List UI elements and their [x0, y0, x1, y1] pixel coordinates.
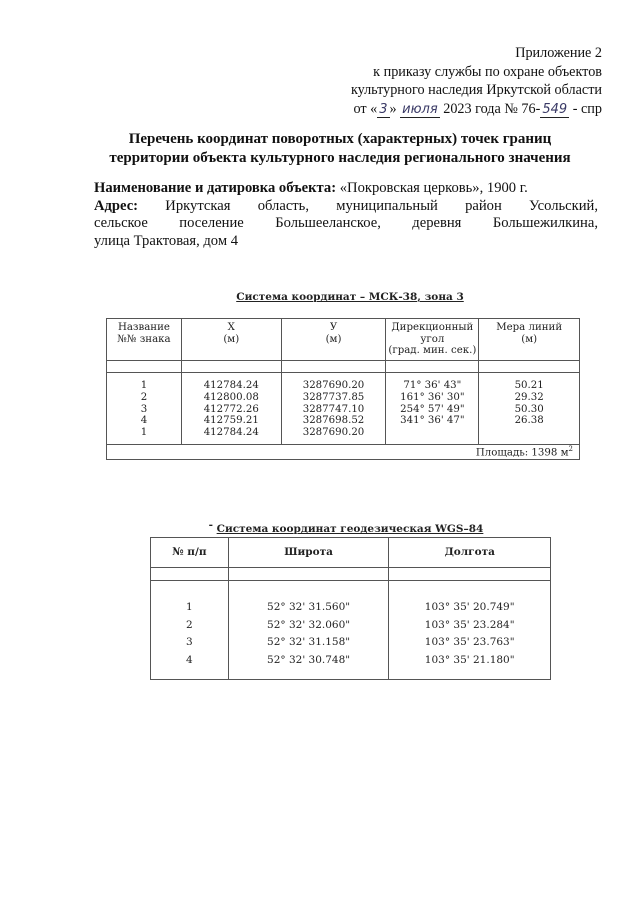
wgs-number-column: [151, 581, 229, 680]
longitude-value: 103° 35' 20.749": [424, 601, 515, 613]
title-line-1: Перечень координат поворотных (характерных) точек границ: [128, 131, 552, 147]
y-column: [281, 373, 386, 445]
header-longitude: Долгота: [389, 538, 551, 568]
object-info: [94, 180, 598, 250]
line-length: 26.38: [514, 415, 544, 427]
wgs-point-number: 4: [186, 653, 193, 666]
wgs-point-number: 1: [186, 601, 193, 613]
appendix-date-line: [351, 100, 602, 120]
point-number: 1: [140, 380, 148, 391]
header-y-l2: (м): [325, 333, 342, 345]
document-title: [60, 130, 620, 168]
header-direction-l1: Дирекционный: [391, 322, 474, 333]
y-value: 3287698.52: [302, 415, 365, 427]
appendix-line-1: Приложение 2: [515, 45, 602, 61]
x-value: 412800.08: [203, 391, 259, 403]
header-number: № п/п: [151, 538, 229, 568]
header-y: [281, 319, 386, 361]
table1-body-row: [107, 373, 580, 445]
table2-body-row: [151, 581, 551, 680]
direction-column: [386, 373, 479, 445]
x-value: 412784.24: [203, 427, 259, 439]
header-length-l2: (м): [521, 333, 538, 345]
appendix-line-3: культурного наследия Иркутской области: [350, 82, 602, 99]
x-value: 412772.26: [203, 403, 259, 415]
header-x-l1: Х: [227, 322, 235, 333]
table1-caption-wrap: [0, 287, 640, 305]
table2-header-row: [151, 538, 551, 568]
table2-caption-text: Система координат геодезическая WGS–84: [216, 523, 484, 535]
latitude-value: 52° 32' 32.060": [267, 618, 351, 631]
handwritten-month: июля: [402, 101, 438, 117]
direction-angle: 341° 36' 47": [400, 415, 465, 427]
y-value: 3287747.10: [302, 403, 365, 415]
header-point-name: [107, 319, 182, 361]
header-length-l1: Мера линий: [496, 322, 563, 333]
direction-angle: 161° 36' 30": [400, 391, 465, 403]
header-direction-l3: (град. мин. сек.): [388, 345, 477, 356]
points-column: [107, 373, 182, 445]
header-length: [479, 319, 580, 361]
wgs-point-number: 3: [186, 636, 193, 649]
area-unit-superscript: 2: [568, 444, 573, 453]
line-length: 50.21: [514, 380, 544, 391]
handwritten-number: 549: [542, 101, 568, 117]
appendix-header: [351, 44, 602, 119]
appendix-line-2: к приказу службы по охране объектов: [373, 63, 602, 80]
area-label: Площадь: 1398 м: [475, 447, 569, 459]
object-name-label: Наименование и датировка объекта:: [94, 180, 337, 196]
table2-spacer-row: [151, 568, 551, 581]
address-line-1: [94, 198, 598, 216]
header-point-name-l2: №№ знака: [117, 333, 171, 345]
point-number: 2: [140, 391, 148, 403]
longitude-value: 103° 35' 21.180": [424, 653, 515, 666]
x-value: 412759.21: [203, 415, 259, 427]
length-column: [479, 373, 580, 445]
longitude-column: [389, 581, 551, 680]
table1-spacer-row: [107, 361, 580, 373]
latitude-value: 52° 32' 31.560": [267, 601, 351, 613]
header-x-l2: (м): [223, 333, 240, 345]
table1-header-row: [107, 319, 580, 361]
line-length: 50.30: [514, 403, 544, 415]
wgs84-coordinates-table: [150, 537, 551, 680]
date-mid: »: [389, 100, 401, 117]
address-line-3: улица Трактовая, дом 4: [94, 232, 239, 249]
latitude-value: 52° 32' 30.748": [267, 653, 351, 666]
longitude-value: 103° 35' 23.284": [424, 618, 515, 631]
y-value: 3287690.20: [302, 380, 365, 391]
header-direction: [386, 319, 479, 361]
point-number: 3: [140, 403, 148, 415]
direction-angle: 71° 36' 43": [403, 380, 462, 391]
caption-dash-mark: -: [208, 519, 213, 531]
x-value: 412784.24: [203, 380, 259, 391]
title-line-2: территории объекта культурного наследия регионального значения: [109, 150, 571, 166]
table2-caption: [208, 519, 484, 535]
msk38-coordinates-table: [106, 318, 580, 460]
header-point-name-l1: Название: [117, 322, 170, 333]
point-number: 4: [140, 415, 148, 427]
header-latitude: Широта: [228, 538, 389, 568]
area-cell: [107, 444, 580, 459]
line-length: 29.32: [514, 391, 544, 403]
order-suffix: - спр: [569, 100, 602, 117]
header-y-l1: У: [329, 322, 338, 333]
date-year: 2023 года № 76-: [439, 100, 541, 117]
object-name-value: «Покровская церковь», 1900 г.: [336, 180, 528, 196]
point-number: 1: [140, 427, 148, 439]
table2-caption-wrap: [0, 519, 640, 537]
table1-area-row: [107, 444, 580, 459]
header-x: [181, 319, 281, 361]
longitude-value: 103° 35' 23.763": [424, 636, 515, 649]
address-text-1: Иркутская область, муниципальный район Усольский,: [138, 197, 598, 214]
handwritten-day: 3: [379, 101, 388, 117]
wgs-point-number: 2: [186, 618, 193, 631]
address-label: Адрес:: [94, 197, 139, 214]
date-prefix: от «: [353, 100, 378, 117]
x-column: [181, 373, 281, 445]
y-value: 3287690.20: [302, 427, 365, 439]
object-name-line: [94, 180, 598, 198]
latitude-column: [228, 581, 389, 680]
table1-caption: Система координат – МСК-38, зона 3: [236, 291, 464, 303]
latitude-value: 52° 32' 31.158": [267, 636, 351, 649]
y-value: 3287737.85: [302, 391, 365, 403]
address-line-2: сельское поселение Большееланское, деревня Большежилкина,: [94, 215, 598, 232]
header-direction-l2: угол: [420, 333, 445, 345]
direction-angle: 254° 57' 49": [400, 403, 465, 415]
